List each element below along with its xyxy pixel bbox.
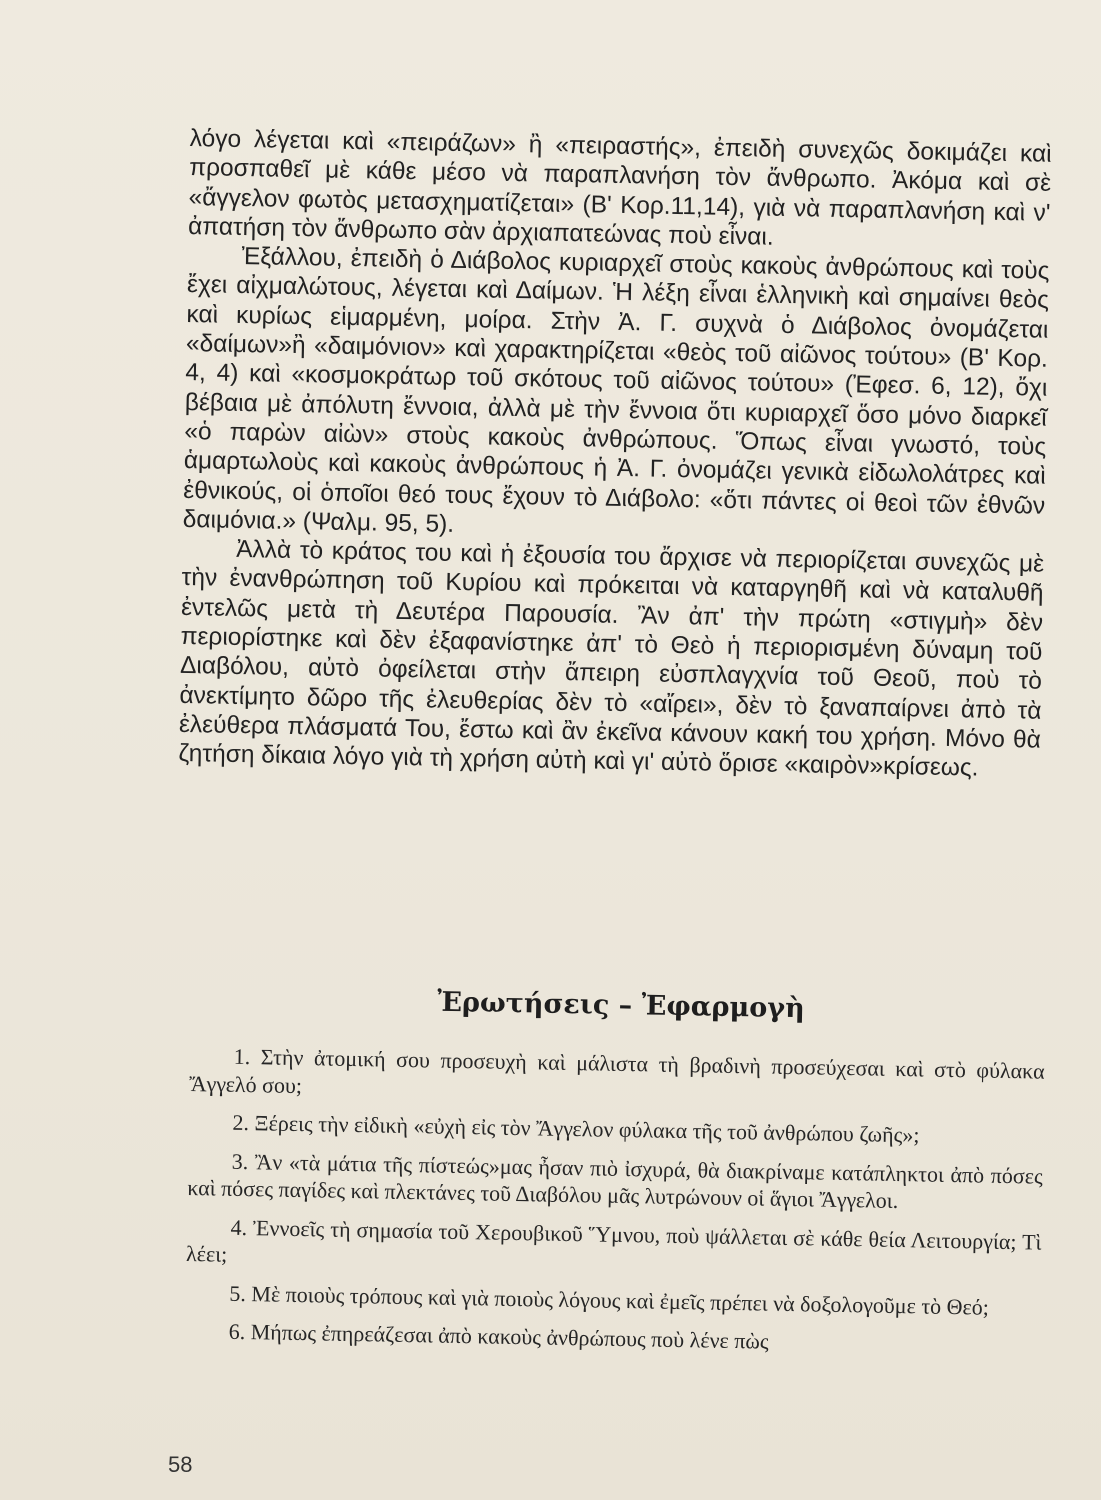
paragraph: Ἐξάλλου, ἐπειδὴ ὁ Διάβολος κυριαρχεῖ στοὺς κακοὺς ἀνθρώπους καὶ τοὺς ἔχει αἰχμαλώτους, λέγεται καὶ Δαίμων. Ἡ λέξη εἶναι ἑλληνικὴ καὶ σημαίνει θεὸς καὶ κυρίως εἱμαρμένη, μοίρα. Στὴν Ἀ. Γ. συχνὰ ὁ Διάβολος ὀνομάζεται «δαίμων»ἢ «δαιμόνιον» καὶ χαρακτηρίζεται «θεὸς τοῦ αἰῶνος τούτου» (Β' Κορ. 4, 4) καὶ «κοσμοκράτωρ τοῦ σκότους τοῦ αἰῶνος τούτου» (Ἐφεσ. 6, 12), ὄχι βέβαια μὲ ἀπόλυτη ἔννοια, ἀλλὰ μὲ τὴν ἔννοια ὅτι κυριαρχεῖ ὅσο μόνο διαρκεῖ «ὁ παρὼν αἰὼν» στοὺς κακοὺς ἀνθρώπους. Ὅπως εἶναι γνωστό, τοὺς ἁμαρτωλοὺς καὶ κακοὺς ἀνθρώπους ἡ Ἀ. Γ. ὀνομάζει γενικὰ εἰδωλολάτρες καὶ ἐθνικούς, οἱ ὁποῖοι θεό τους ἔχουν τὸ Διάβολο: «ὅτι πάντες οἱ θεοὶ τῶν ἐθνῶν δαιμόνια.» (Ψαλμ. 95, 5). bbox=[182, 243, 1050, 538]
question-item: 5. Μὲ ποιοὺς τρόπους καὶ γιὰ ποιοὺς λόγους καὶ ἐμεῖς πρέπει νὰ δοξολογοῦμε τὸ Θεό; bbox=[229, 1280, 990, 1320]
questions-list bbox=[184, 1042, 1045, 1371]
paragraph-continued: λόγο λέγεται καὶ «πειράζων» ἢ «πειραστής», ἐπειδὴ συνεχῶς δοκιμάζει καὶ προσπαθεῖ μὲ κάθε μέσο νὰ παραπλανήση τὸν ἄνθρωπο. Ἀκόμα καὶ σὲ «ἄγγελον φωτὸς μετασχηματίζεται» (Β' Κορ.11,14), γιὰ νὰ παραπλανήση καὶ ν' ἀπατήση τὸν ἄνθρωπο σὰν ἀρχιαπατεώνας ποὺ εἶναι. bbox=[187, 124, 1052, 251]
paragraph: Ἀλλὰ τὸ κράτος του καὶ ἡ ἐξουσία του ἄρχισε νὰ περιορίζεται συνεχῶς μὲ τὴν ἐνανθρώπηση τοῦ Κυρίου καὶ πρόκειται νὰ καταργηθῆ καὶ νὰ καταλυθῆ ἐντελῶς μετὰ τὴ Δευτέρα Παρουσία. Ἂν ἀπ' τὴν πρώτη «στιγμὴ» δὲν περιορίστηκε καὶ δὲν ἐξαφανίστηκε ἀπ' τὸ Θεὸ ἡ περιορισμένη δύναμη τοῦ Διαβόλου, αὐτὸ ὀφείλεται στὴν ἄπειρη εὐσπλαγχνία τοῦ Θεοῦ, ποὺ τὸ ἀνεκτίμητο δῶρο τῆς ἐλευθερίας δὲν τὸ «αἴρει», δὲν τὸ ξαναπαίρνει ἀπὸ τὰ ἐλεύθερα πλάσματά Του, ἔστω καὶ ἂν ἐκεῖνα κάνουν κακή του χρήση. Μόνο θὰ ζητήση δίκαια λόγο γιὰ τὴ χρήση αὐτὴ καὶ γι' αὐτὸ ὅρισε «καιρὸν»κρίσεως. bbox=[178, 536, 1045, 782]
question-item: 3. Ἂν «τὰ μάτια τῆς πίστεώς»μας ἦσαν πιὸ ἰσχυρά, θὰ διακρίναμε κατάπληκτοι ἀπὸ πόσες καὶ πόσες παγίδες καὶ πλεκτάνες τοῦ Διαβόλου μᾶς λυτρώνουν οἱ ἅγιοι Ἄγγελοι. bbox=[187, 1148, 1043, 1214]
question-item: 1. Στὴν ἀτομική σου προσευχὴ καὶ μάλιστα τὴ βραδινὴ προσεύχεσαι καὶ στὸ φύλακα Ἄγγελό σου; bbox=[189, 1043, 1045, 1098]
main-text-block bbox=[178, 124, 1052, 784]
question-item: 2. Ξέρεις τὴν εἰδικὴ «εὐχὴ εἰς τὸν Ἄγγελον φύλακα τῆς τοῦ ἀνθρώπου ζωῆς»; bbox=[232, 1109, 920, 1148]
question-item: 4. Ἐννοεῖς τὴ σημασία τοῦ Χερουβικοῦ Ὕμνου, ποὺ ψάλλεται σὲ κάθε θεία Λειτουργία; Τὶ λέει; bbox=[185, 1214, 1042, 1267]
question-item: 6. Μήπως ἐπηρεάζεσαι ἀπὸ κακοὺς ἀνθρώπους ποὺ λένε πὼς bbox=[228, 1318, 769, 1354]
page-number: 58 bbox=[168, 1452, 193, 1477]
section-heading: Ἐρωτήσεις – Ἐφαρμογὴ bbox=[436, 986, 806, 1025]
